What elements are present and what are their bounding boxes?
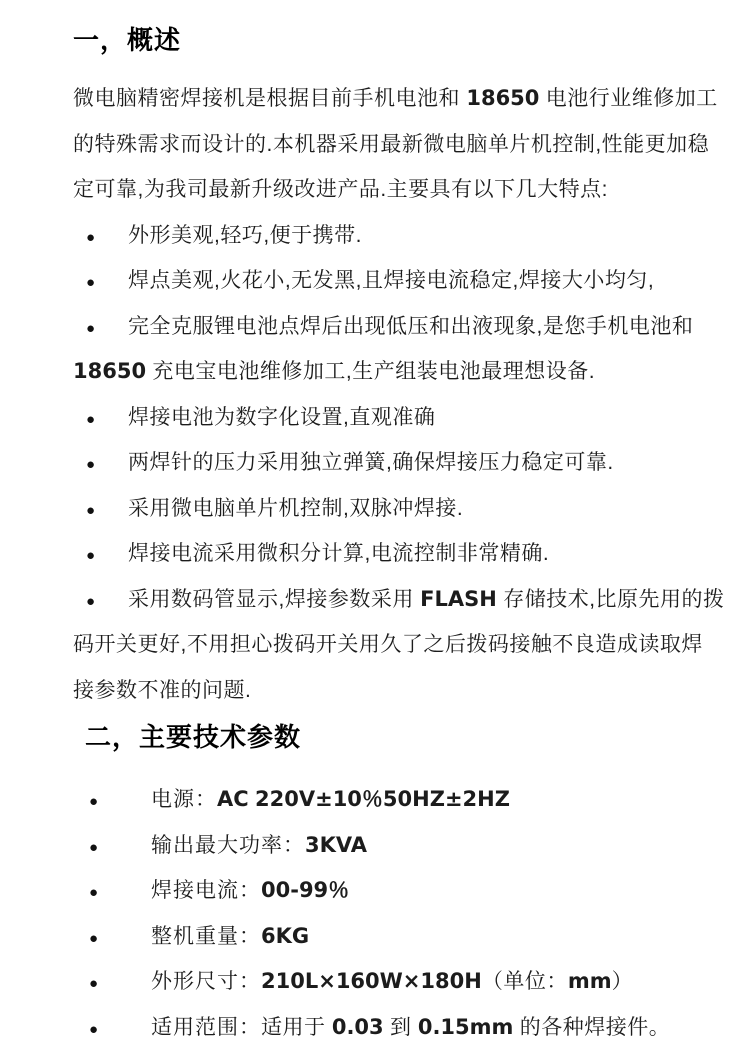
section-heading: 二，主要技术参数 [85,722,302,752]
bullet-icon: ● [86,410,96,428]
bullet-icon: ● [86,274,96,291]
bullet-text: 采用数码管显示,焊接参数采用 FLASH 存储技术,比原先用的拨 [128,586,725,611]
bullet-text: 两焊针的压力采用独立弹簧,确保焊接压力稳定可靠. [128,451,614,474]
bullet-icon: ● [89,793,99,810]
bullet-icon: ● [89,975,99,992]
bullet-icon: ● [89,1020,99,1038]
spec-label: 整机重量： [151,924,261,948]
spec-label: 电源： [151,788,217,811]
bullet-item [73,440,693,486]
spec-label: 适用范围： [151,1015,261,1039]
bullet-item [73,304,693,350]
bullet-icon: ● [86,228,96,246]
spec-value: AC 220V±10％50HZ±2HZ [217,787,510,811]
spec-label: 焊接电流： [151,879,261,902]
bullet-continuation-line: 码开关更好,不用担心拨码开关用久了之后拨码接触不良造成读取焊 [73,633,703,656]
section-body [73,777,693,1050]
bullet-icon: ● [86,319,96,337]
spec-item [73,868,693,914]
section-tech-specs [73,717,693,1050]
section-heading: 一，概述 [73,25,182,55]
spec-item [73,959,693,1005]
bullet-icon: ● [86,592,96,610]
bullet-item [73,486,693,532]
bullet-continuation-line: 18650 充电宝电池维修加工,生产组装电池最理想设备. [73,359,596,383]
bullet-item [73,531,693,577]
spec-item [73,1005,693,1051]
bullet-icon: ● [89,838,99,856]
bullet-text: 完全克服锂电池点焊后出现低压和出液现象,是您手机电池和 [128,314,694,338]
bullet-icon: ● [89,884,99,901]
spec-value: 适用于 0.03 到 0.15mm 的各种焊接件。 [261,1014,671,1039]
paragraph-line: 定可靠,为我司最新升级改进产品.主要具有以下几大特点: [73,178,609,201]
paragraph-line: 的特殊需求而设计的.本机器采用最新微电脑单片机控制,性能更加稳 [73,132,710,156]
bullet-item [73,258,693,304]
bullet-item [73,577,725,623]
bullet-text: 外形美观,轻巧,便于携带. [128,223,363,247]
spec-label: 外形尺寸： [151,970,261,993]
bullet-icon: ● [86,547,96,564]
bullet-text: 焊接电流采用微积分计算,电流控制非常精确. [128,542,550,565]
spec-item [73,777,693,823]
spec-label: 输出最大功率： [151,833,305,857]
section-overview [73,20,725,713]
bullet-icon: ● [89,929,99,947]
bullet-icon: ● [86,501,96,519]
spec-item [73,914,693,960]
bullet-item [73,395,693,441]
bullet-text: 焊接电池为数字化设置,直观准确 [128,405,436,429]
spec-value: 3KVA [305,832,367,857]
paragraph-line: 微电脑精密焊接机是根据目前手机电池和 18650 电池行业维修加工 [73,86,718,110]
spec-item [73,823,693,869]
bullet-item [73,213,693,259]
bullet-text: 采用微电脑单片机控制,双脉冲焊接. [128,496,464,520]
spec-value: 6KG [261,923,310,948]
bullet-continuation-line: 接参数不准的问题. [73,678,252,702]
bullet-text: 焊点美观,火花小,无发黑,且焊接电流稳定,焊接大小均匀, [128,269,655,292]
section-body [73,76,725,713]
spec-value: 210L×160W×180H（单位：mm） [261,969,634,993]
spec-value: 00-99％ [261,878,350,902]
bullet-icon: ● [86,456,96,473]
